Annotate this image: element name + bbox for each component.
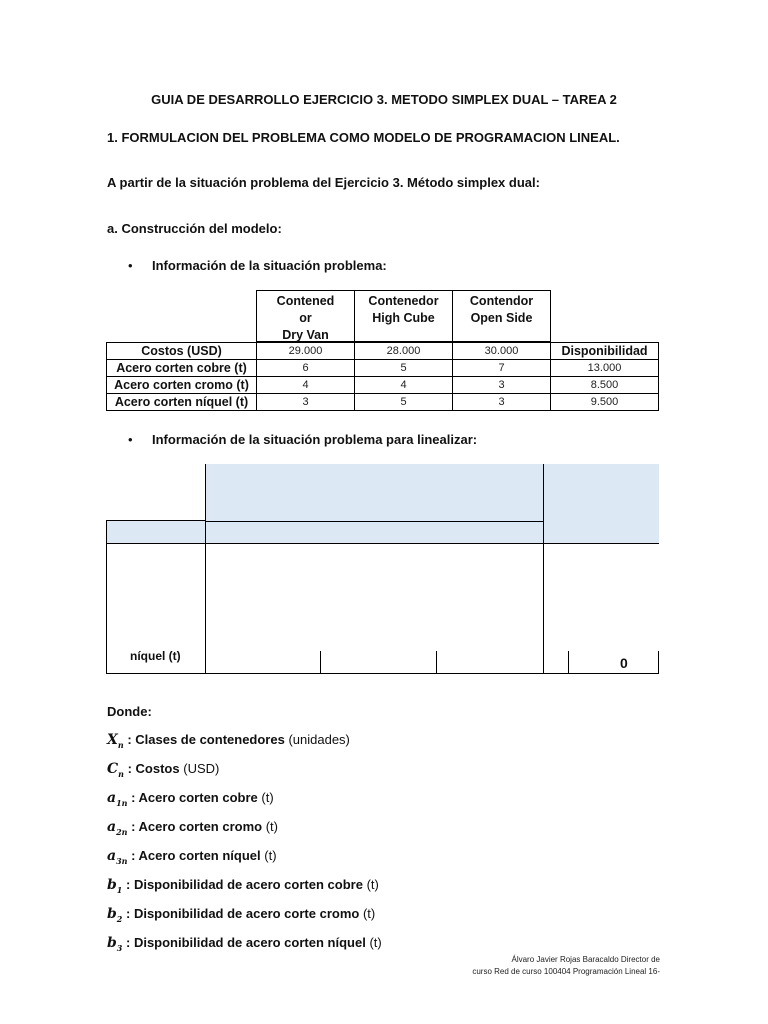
definition-a1n: $a_{1n}$ : Acero corten cobre (t) (107, 790, 274, 808)
footer-course: curso Red de curso 100404 Programación Lineal 16- (472, 967, 660, 976)
availability-cell: 8.500 (550, 376, 659, 394)
row-divider (106, 520, 205, 521)
bullet-marker: • (128, 432, 133, 447)
header-dry-van: Contened or Dry Van (256, 290, 355, 342)
column-divider (568, 651, 569, 674)
definition-b1: $b_1$ : Disponibilidad de acero corten cobre (t) (107, 877, 379, 895)
section-heading: 1. FORMULACION DEL PROBLEMA COMO MODELO DE PROGRAMACION LINEAL. (107, 130, 620, 145)
definition-a2n: $a_{2n}$ : Acero corten cromo (t) (107, 819, 278, 837)
symbol: $a_{3n}$ (107, 848, 128, 866)
subsection-heading: a. Construcción del modelo: (107, 221, 282, 236)
table-border-bottom (106, 673, 659, 674)
header-high-cube: Contenedor High Cube (354, 290, 453, 342)
row-divider (106, 543, 659, 544)
definition-xn: $X_n$ : Clases de contenedores (unidades) (107, 732, 350, 750)
availability-cell: 9.500 (550, 393, 659, 411)
header-availability: Disponibilidad (550, 342, 659, 360)
symbol: $b_3$ (107, 935, 123, 953)
row-divider (205, 521, 543, 522)
table-cell: 4 (256, 376, 355, 394)
table-cell: 6 (256, 359, 355, 377)
table-cell: 30.000 (452, 342, 551, 360)
header-shading (205, 464, 659, 544)
table-border-right (658, 651, 659, 674)
definition-cn: $C_n$ : Costos (USD) (107, 761, 220, 779)
symbol: $a_{2n}$ (107, 819, 128, 837)
symbol: $X_n$ (107, 732, 124, 750)
footer-author: Álvaro Javier Rojas Baracaldo Director de (511, 955, 660, 964)
document-title: GUIA DE DESARROLLO EJERCICIO 3. METODO SIMPLEX DUAL – TAREA 2 (151, 92, 617, 107)
availability-cell: 13.000 (550, 359, 659, 377)
bullet-item-linearize: Información de la situación problema para linealizar: (152, 432, 478, 447)
table-cell: 3 (452, 393, 551, 411)
bullet-item-situation: Información de la situación problema: (152, 258, 387, 273)
row-label-fragment: níquel (t) (130, 649, 181, 663)
symbol: $b_2$ (107, 906, 123, 924)
value-fragment: 0 (620, 655, 628, 671)
table-cell: 3 (256, 393, 355, 411)
table-cell: 29.000 (256, 342, 355, 360)
table-cell: 4 (354, 376, 453, 394)
linearize-table (106, 464, 659, 674)
row-label: Acero corten cromo (t) (106, 376, 257, 394)
row-label: Acero corten níquel (t) (106, 393, 257, 411)
row-label: Acero corten cobre (t) (106, 359, 257, 377)
row-label: Costos (USD) (106, 342, 257, 360)
definition-b3: $b_3$ : Disponibilidad de acero corten níquel (t) (107, 935, 382, 953)
column-divider (543, 464, 544, 674)
table-cell: 28.000 (354, 342, 453, 360)
situation-table (106, 290, 659, 411)
symbol: $a_{1n}$ (107, 790, 128, 808)
table-cell: 5 (354, 393, 453, 411)
bullet-marker: • (128, 258, 133, 273)
column-divider (436, 651, 437, 674)
definition-b2: $b_2$ : Disponibilidad de acero corte cromo (t) (107, 906, 376, 924)
table-cell: 5 (354, 359, 453, 377)
where-heading: Donde: (107, 704, 152, 719)
column-divider (205, 464, 206, 674)
intro-paragraph: A partir de la situación problema del Ejercicio 3. Método simplex dual: (107, 175, 540, 190)
table-cell: 3 (452, 376, 551, 394)
table-cell: 7 (452, 359, 551, 377)
definition-a3n: $a_{3n}$ : Acero corten níquel (t) (107, 848, 277, 866)
header-shading (106, 521, 205, 544)
header-open-side: Contendor Open Side (452, 290, 551, 342)
column-divider (320, 651, 321, 674)
symbol: $C_n$ (107, 761, 124, 779)
symbol: $b_1$ (107, 877, 123, 895)
